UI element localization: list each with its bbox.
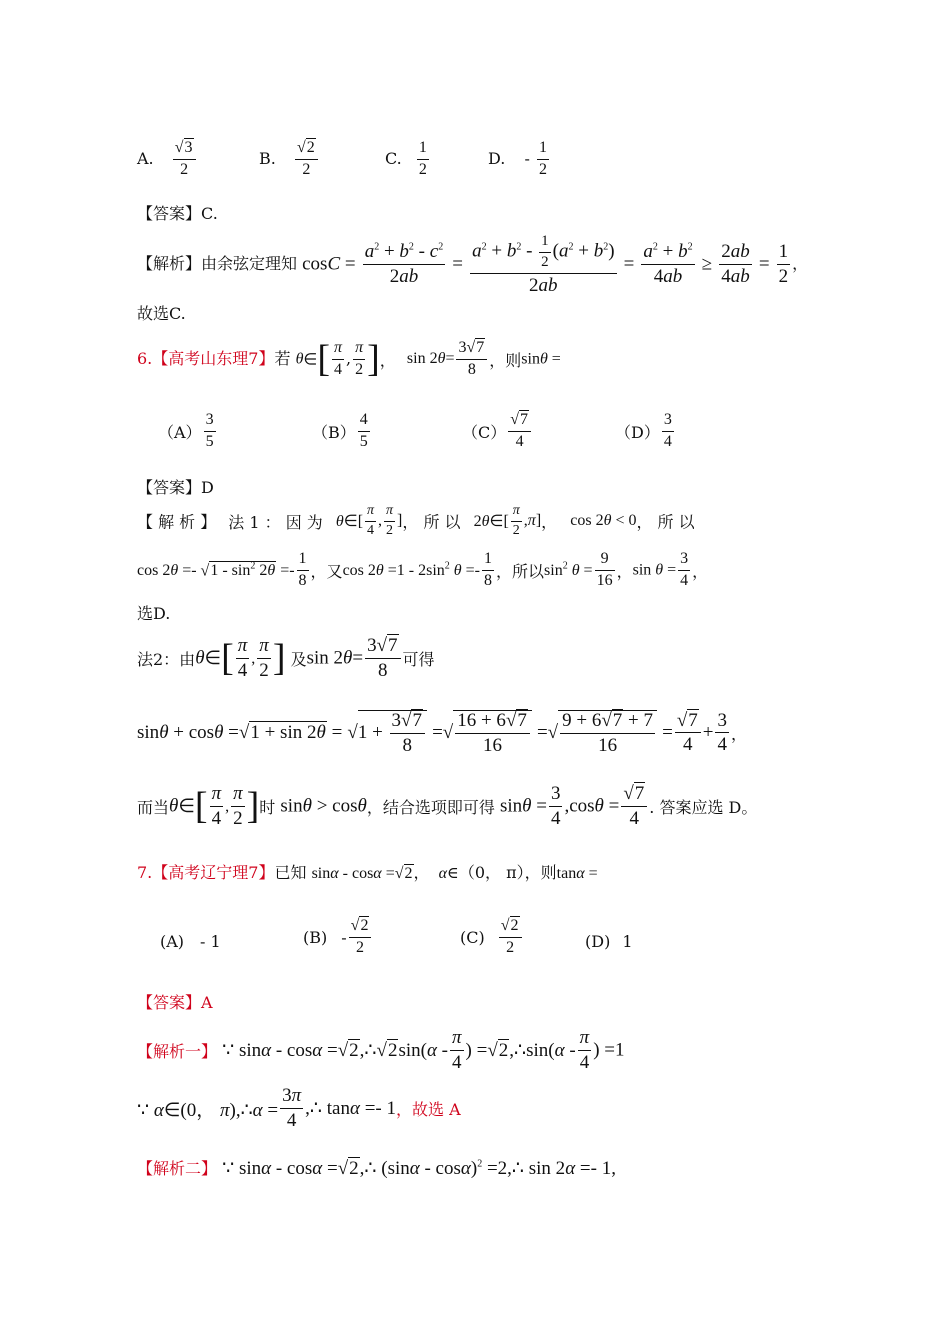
q5-option-c: C. $\frac{1}{2}$ [385,139,427,178]
q5-analysis: 【解析】由余弦定理知 cosC = $\frac{a^2 + b^2 - c^2}{2ab}$ = $a^2 + b^2$ - $\frac{1}{2}$ $(a^2 + b^2)$ 2ab = $\frac{a^2 + b^2}{4ab}$ ≥ $\frac{2ab}{4ab}$ = $\frac{1}{2}$ ， [137,233,809,296]
q6-choose: 选D. [137,604,171,623]
q5-answer: 【答案】C. [137,204,218,223]
q5-option-a: A. $\frac{√3}{2}$ [137,140,198,179]
q7-option-c: (C) $\frac{√2}{2}$ [460,918,524,957]
q5-option-d: D. - $\frac{1}{2}$ [488,139,547,178]
q7-analysis-1-cont: ∵ α∈(0， π),∴α = $\frac{3\pi}{4}$ ,∴ tanα =- 1，故选 A [137,1085,461,1131]
q7-analysis-2: 【解析二】 ∵ sinα - cosα =√2,∴ (sinα - cosα)$^2$ =2,∴ sin 2α =- 1, [137,1158,616,1179]
q6-method2-line3: 而当θ∈[ $\frac{\pi}{4}$ , $\frac{\pi}{2}$ ]时 sinθ > cosθ，结合选项即可得 sinθ = $\frac{3}{4}$ ,cosθ = $\frac{√7}{4}$ . 答案应选 D。 [137,783,758,829]
q6-stem: 6.【高考山东理7】若 θ∈[ $\frac{\pi}{4}$ , $\frac{\pi}{2}$ ]， sin 2θ= $\frac{3√7}{8}$ ，则sinθ = [137,338,561,381]
q6-option-a: （A） $\frac{3}{5}$ [158,411,214,450]
q6-option-c: （C） $\frac{√7}{4}$ [462,412,533,451]
q6-method2-line1: 法2：由θ∈[ $\frac{\pi}{4}$ , $\frac{\pi}{2}$ ] 及sin 2θ= $\frac{3√7}{8}$ 可得 [137,635,435,681]
q6-method2-line2: sinθ + cosθ =√1 + sin 2θ = √1 + $\frac{3√7}{8}$ =√ $\frac{16 + 6√7}{16}$ =√ $\frac{9 + 6√7 + 7}{16}$ = $\frac{√7}{4}$ + $\frac{3}{4}$ ， [137,709,747,756]
q6-method1-line2: $\cos 2\theta =- √1 - \sin^2 2\theta$ =- $\frac{1}{8}$ ，又$\cos 2\theta =1 - 2\sin^2$ θ =- $\frac{1}{8}$ ，所以$\sin^2 \theta$ = $\frac{9}{16}$ ，sin θ = $\frac{3}{4}$ ， [137,550,709,589]
q7-answer: 【答案】A [137,993,213,1012]
q7-option-d: (D) 1 [585,932,633,951]
q5-option-b: B. $\frac{√2}{2}$ [259,140,320,179]
q6-answer: 【答案】D [137,478,214,497]
q7-analysis-1: 【解析一】 ∵ sinα - cosα =√2,∴√2sin(α - $\frac{\pi}{4}$ ) =√2,∴sin(α - $\frac{\pi}{4}$ ) =1 [137,1027,625,1073]
q6-option-d: （D） $\frac{3}{4}$ [615,411,672,450]
q5-conclusion: 故选C. [137,304,186,323]
q7-option-a: (A) - 1 [160,932,221,951]
q7-option-b: (B) - $\frac{√2}{2}$ [303,918,373,957]
q7-stem: 7.【高考辽宁理7】已知 sinα - cosα =√2， α∈（0， π），则tanα = [137,863,598,882]
q6-method1-line1: 【 解 析 】 法 1 ： 因 为 θ∈[ $\frac{\pi}{4}$ , $\frac{\pi}{2}$ ]， 所 以 2θ∈[ $\frac{\pi}{2}$ ,π]， cos 2θ < 0， 所 以 [137,503,695,538]
q6-option-b: （B） $\frac{4}{5}$ [312,411,368,450]
